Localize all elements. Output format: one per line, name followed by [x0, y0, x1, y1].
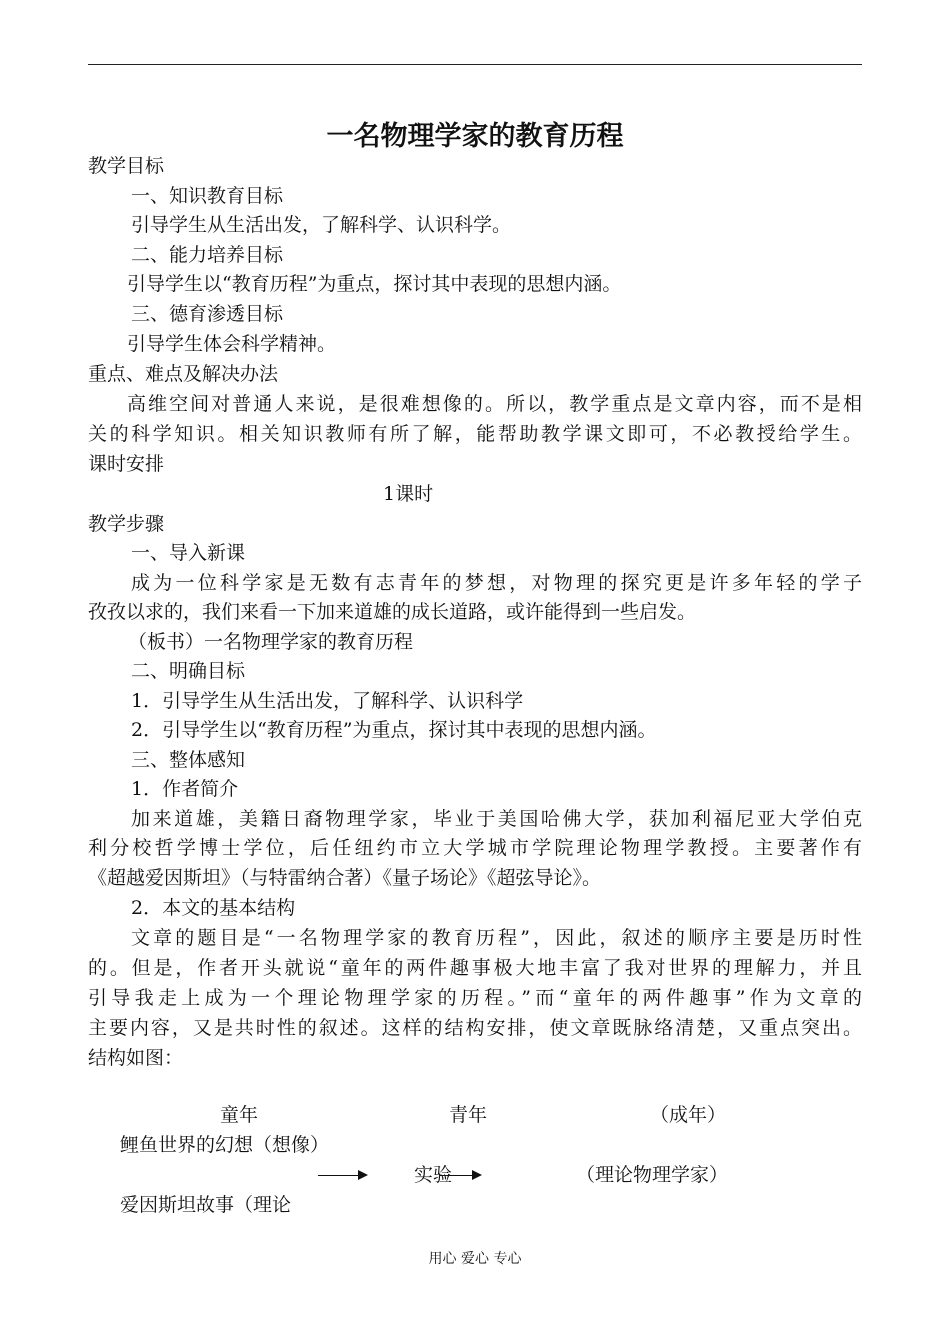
text-line: 二、能力培养目标	[131, 244, 284, 266]
diagram-node-einstein: 爱因斯坦故事（理论	[120, 1194, 292, 1216]
text-line: 2．引导学生以“教育历程”为重点，探讨其中表现的思想内涵。	[131, 719, 657, 741]
heading-schedule: 课时安排	[88, 453, 165, 475]
text-line: 引导我走上成为一个理论物理学家的历程。”而“童年的两件趣事”作为文章的	[88, 987, 862, 1009]
text-line: 引导学生以“教育历程”为重点，探讨其中表现的思想内涵。	[127, 273, 622, 295]
header-rule	[88, 64, 862, 65]
diagram-label-adulthood: （成年）	[650, 1104, 727, 1126]
heading-key-points: 重点、难点及解决办法	[88, 363, 279, 385]
document-title: 一名物理学家的教育历程	[326, 121, 624, 152]
text-line: 关的科学知识。相关知识教师有所了解，能帮助教学课文即可，不必教授给学生。	[88, 423, 862, 445]
heading-teaching-goals: 教学目标	[88, 155, 165, 177]
text-line: 1．引导学生从生活出发，了解科学、认识科学	[131, 690, 524, 712]
text-line: 加来道雄，美籍日裔物理学家，毕业于美国哈佛大学，获加利福尼亚大学伯克	[131, 808, 862, 830]
diagram-node-experiment: 实验	[414, 1164, 453, 1186]
text-line: 成为一位科学家是无数有志青年的梦想，对物理的探究更是许多年轻的学子	[131, 572, 862, 594]
text-line: 文章的题目是“一名物理学家的教育历程”，因此，叙述的顺序主要是历时性	[131, 927, 862, 949]
diagram-node-carp: 鲤鱼世界的幻想（想像）	[120, 1134, 330, 1156]
arrow-right-icon	[318, 1175, 366, 1176]
text-line: 2．本文的基本结构	[131, 897, 296, 919]
text-line: 结构如图：	[88, 1047, 184, 1069]
text-line: 利分校哲学博士学位，后任纽约市立大学城市学院理论物理学教授。主要著作有	[88, 837, 862, 859]
arrow-right-icon	[440, 1175, 480, 1176]
text-line: 一、知识教育目标	[131, 185, 284, 207]
text-line: 一、导入新课	[131, 542, 246, 564]
text-line: 《超越爱因斯坦》（与特雷纳合著）《量子场论》《超弦导论》。	[88, 867, 602, 889]
text-line: 的。但是，作者开头就说“童年的两件趣事极大地丰富了我对世界的理解力，并且	[88, 957, 862, 979]
text-line: 高维空间对普通人来说，是很难想像的。所以，教学重点是文章内容，而不是相	[127, 393, 862, 415]
text-line: 三、德育渗透目标	[131, 303, 284, 325]
text-line: 主要内容，又是共时性的叙述。这样的结构安排，使文章既脉络清楚，又重点突出。	[88, 1017, 862, 1039]
text-line: 二、明确目标	[131, 660, 246, 682]
diagram-label-youth: 青年	[449, 1104, 488, 1126]
text-line: 引导学生体会科学精神。	[127, 333, 337, 355]
heading-teaching-steps: 教学步骤	[88, 513, 165, 535]
class-hours: 1课时	[383, 483, 434, 505]
diagram-label-childhood: 童年	[220, 1104, 259, 1126]
text-line: 三、整体感知	[131, 749, 246, 771]
text-line: 引导学生从生活出发，了解科学、认识科学。	[131, 214, 512, 236]
text-line: （板书）一名物理学家的教育历程	[128, 631, 414, 653]
text-line: 孜孜以求的，我们来看一下加来道雄的成长道路，或许能得到一些启发。	[88, 601, 697, 623]
text-line: 1．作者简介	[131, 778, 239, 800]
diagram-node-physicist: （理论物理学家）	[576, 1164, 729, 1186]
page-footer: 用心 爱心 专心	[428, 1251, 522, 1267]
